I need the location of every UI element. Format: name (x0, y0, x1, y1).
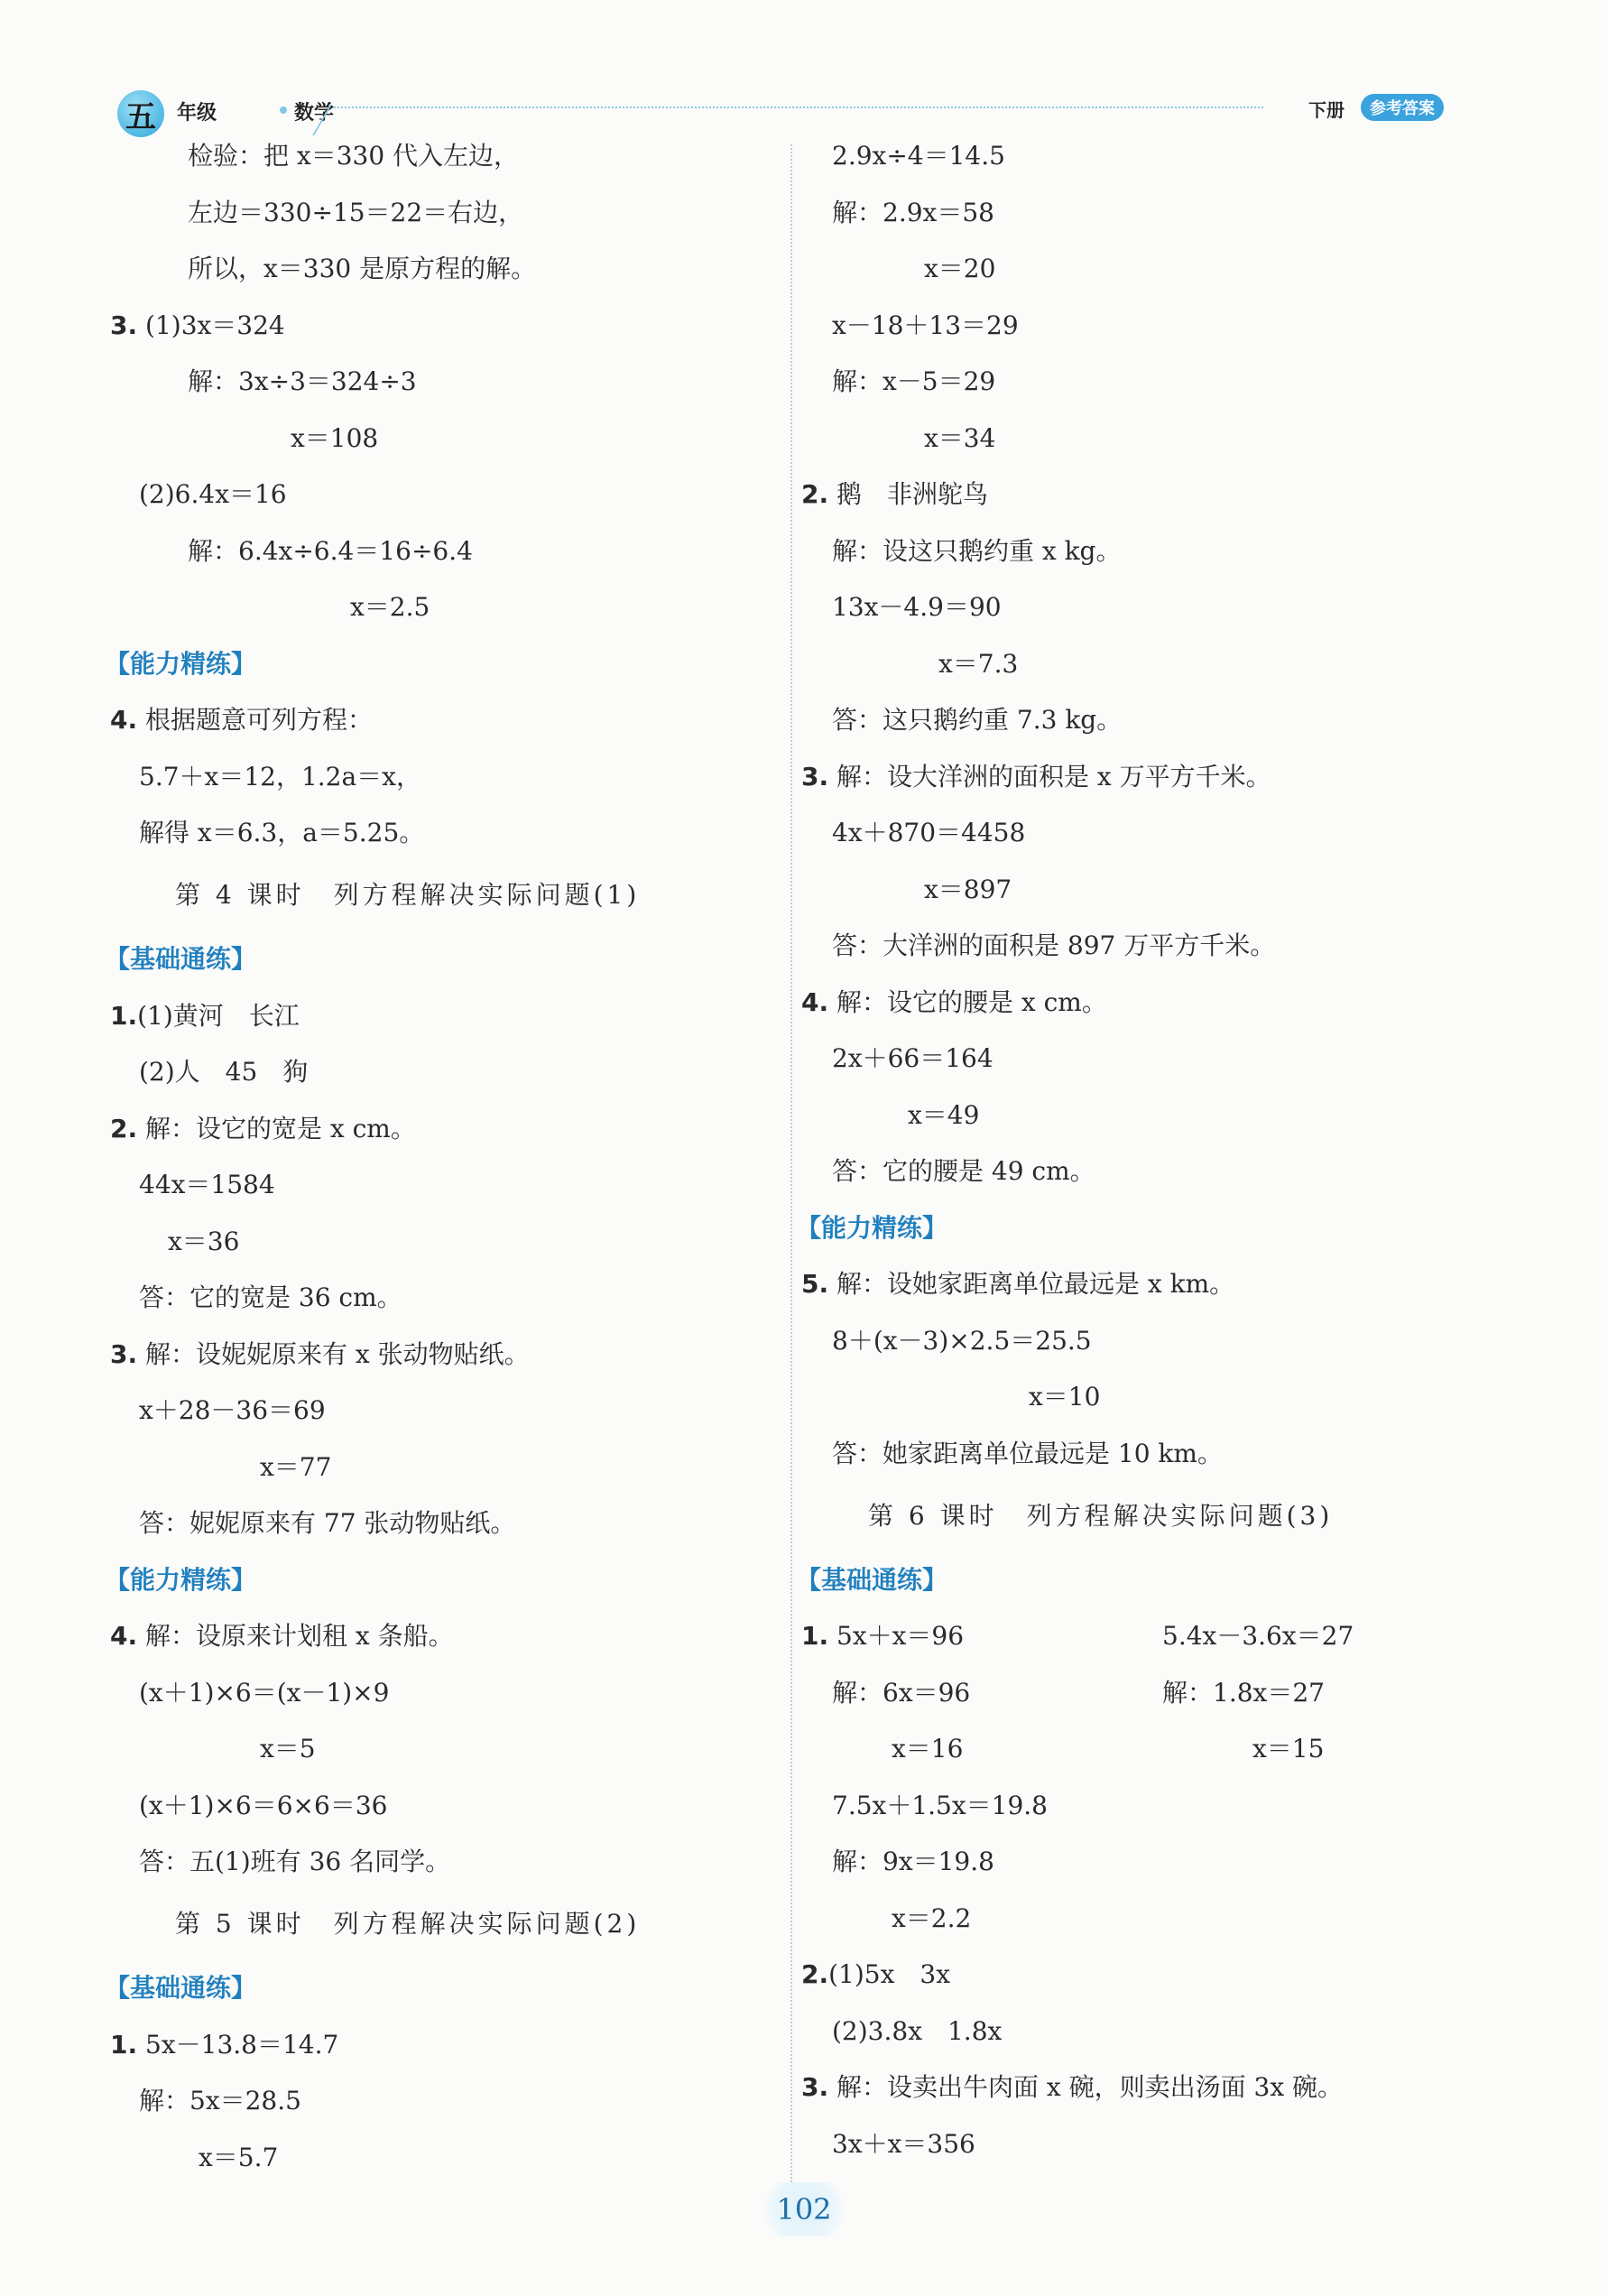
text-line: x＝5.7 (199, 2143, 279, 2172)
text-line: 答：它的腰是 49 cm。 (832, 1156, 1095, 1186)
text-line: x＝34 (924, 423, 996, 453)
text-line: 答：她家距离单位最远是 10 km。 (832, 1439, 1223, 1468)
question-number: 2. (801, 479, 829, 509)
text-line: 解：9x＝19.8 (832, 1847, 994, 1876)
text-line: 解：6x＝96 (832, 1678, 971, 1708)
question-item (801, 477, 988, 513)
text-line: (x＋1)×6＝6×6＝36 (139, 1791, 388, 1820)
text-line: x＝108 (291, 423, 379, 453)
text-line: (1)黄河 长江 (137, 1001, 300, 1031)
text-line: 解：设它的宽是 x cm。 (145, 1114, 416, 1143)
text-line: 解：设卖出牛肉面 x 碗，则卖出汤面 3x 碗。 (836, 2072, 1344, 2102)
question-item (110, 998, 300, 1034)
section-tag: 【能力精练】 (796, 1213, 948, 1243)
text-line: 5.4x－3.6x＝27 (1162, 1621, 1354, 1651)
question-number: 2. (801, 1959, 829, 1989)
text-line: x＝15 (1252, 1734, 1325, 1764)
question-number: 5. (801, 1269, 829, 1299)
question-item (110, 1337, 530, 1373)
text-line: 解：2.9x＝58 (832, 198, 994, 227)
answers-badge: 参考答案 (1361, 94, 1444, 121)
question-number: 3. (801, 2072, 829, 2102)
text-line: (2)人 45 狗 (139, 1057, 309, 1087)
text-line: 左边＝330÷15＝22＝右边， (188, 198, 524, 227)
text-line: 所以，x＝330 是原方程的解。 (188, 254, 537, 283)
text-line: 解：5x＝28.5 (139, 2086, 301, 2115)
text-line: x＝49 (908, 1100, 980, 1130)
text-line: x＝20 (924, 254, 996, 283)
question-item (110, 702, 373, 738)
text-line: 4x＋870＝4458 (832, 818, 1026, 847)
question-item (110, 308, 285, 344)
text-line: 3x＋x＝356 (832, 2129, 975, 2159)
question-item (801, 2069, 1343, 2106)
section-tag: 【能力精练】 (105, 1565, 257, 1595)
section-tag: 【基础通练】 (105, 944, 257, 974)
text-line: 解：6.4x÷6.4＝16÷6.4 (188, 536, 473, 566)
text-line: 答：妮妮原来有 77 张动物贴纸。 (139, 1508, 516, 1538)
text-line: 解：设这只鹅约重 x kg。 (832, 536, 1122, 566)
text-line: 根据题意可列方程： (145, 705, 374, 735)
text-line: (2)6.4x＝16 (139, 479, 287, 509)
text-line: 8＋(x－3)×2.5＝25.5 (832, 1326, 1092, 1356)
text-line: 44x＝1584 (139, 1170, 275, 1199)
text-line: 5x－13.8＝14.7 (145, 2030, 339, 2060)
volume-label: 下册 (1308, 99, 1345, 121)
text-line: 答：大洋洲的面积是 897 万平方千米。 (832, 930, 1276, 960)
text-line: x＝897 (924, 875, 1012, 904)
text-line: 解：3x÷3＝324÷3 (188, 366, 417, 396)
question-item (801, 1618, 964, 1654)
text-line: (1)5x 3x (828, 1959, 950, 1989)
question-number: 3. (801, 762, 829, 792)
grade-label: 年级 (177, 102, 217, 125)
question-number: 1. (110, 2030, 138, 2060)
section-tag: 【基础通练】 (105, 1973, 257, 2003)
lesson-title: 第 4 课时 列方程解决实际问题(1) (175, 880, 641, 910)
text-line: (2)3.8x 1.8x (832, 2016, 1003, 2046)
text-line: 5.7＋x＝12，1.2a＝x， (139, 762, 421, 792)
question-item (110, 1618, 454, 1654)
question-number: 1. (801, 1621, 829, 1651)
text-line: 答：五(1)班有 36 名同学。 (139, 1847, 451, 1876)
text-line: x＝77 (260, 1452, 332, 1482)
header-rule (334, 106, 1263, 108)
text-line: 鹅 非洲鸵鸟 (836, 479, 989, 509)
page-header (108, 87, 1444, 141)
text-line: x＝2.2 (892, 1903, 972, 1933)
question-item (801, 985, 1107, 1021)
question-number: 3. (110, 1339, 138, 1369)
text-line: 答：这只鹅约重 7.3 kg。 (832, 705, 1123, 735)
question-number: 4. (110, 705, 138, 735)
dot-icon (280, 106, 287, 114)
text-line: (1)3x＝324 (145, 310, 285, 340)
question-item (801, 759, 1271, 795)
text-line: 解得 x＝6.3，a＝5.25。 (139, 818, 425, 847)
question-item (110, 2027, 338, 2063)
text-line: (x＋1)×6＝(x－1)×9 (139, 1678, 390, 1708)
text-line: 解：x－5＝29 (832, 366, 996, 396)
text-line: 7.5x＋1.5x＝19.8 (832, 1791, 1048, 1820)
lesson-title: 第 5 课时 列方程解决实际问题(2) (175, 1909, 641, 1939)
text-line: 解：设她家距离单位最远是 x km。 (836, 1269, 1235, 1299)
section-tag: 【基础通练】 (796, 1565, 948, 1595)
text-line: 解：设原来计划租 x 条船。 (145, 1621, 454, 1651)
question-number: 3. (110, 310, 138, 340)
question-number: 2. (110, 1114, 138, 1143)
text-line: x＝36 (168, 1227, 240, 1256)
question-item (801, 1957, 950, 1993)
column-divider (790, 144, 792, 2193)
text-line: x＝16 (892, 1734, 964, 1764)
section-tag: 【能力精练】 (105, 649, 257, 679)
lesson-title: 第 6 课时 列方程解决实际问题(3) (868, 1501, 1334, 1531)
question-number: 4. (801, 987, 829, 1017)
text-line: x＝2.5 (350, 592, 430, 622)
question-number: 4. (110, 1621, 138, 1651)
question-number: 1. (110, 1001, 138, 1031)
question-item (801, 1266, 1234, 1302)
text-line: x＝5 (260, 1734, 316, 1764)
text-line: 2x＋66＝164 (832, 1043, 993, 1073)
subject-label: 数学 (294, 102, 335, 125)
text-line: 解：1.8x＝27 (1162, 1678, 1325, 1708)
text-line: 解：设它的腰是 x cm。 (836, 987, 1107, 1017)
text-line: 解：设大洋洲的面积是 x 万平方千米。 (836, 762, 1271, 792)
question-item (110, 1111, 416, 1147)
text-line: x＝7.3 (938, 649, 1019, 679)
text-line: 检验：把 x＝330 代入左边， (188, 141, 520, 171)
text-line: x－18＋13＝29 (832, 310, 1019, 340)
page-number: 102 (754, 2182, 854, 2236)
text-line: 5x＋x＝96 (836, 1621, 965, 1651)
text-line: 答：它的宽是 36 cm。 (139, 1282, 402, 1312)
text-line: 2.9x÷4＝14.5 (832, 141, 1005, 171)
text-line: 解：设妮妮原来有 x 张动物贴纸。 (145, 1339, 530, 1369)
text-line: x＝10 (1029, 1382, 1101, 1412)
text-line: x＋28－36＝69 (139, 1395, 326, 1425)
grade-badge: 五 (117, 90, 164, 137)
text-line: 13x－4.9＝90 (832, 592, 1002, 622)
